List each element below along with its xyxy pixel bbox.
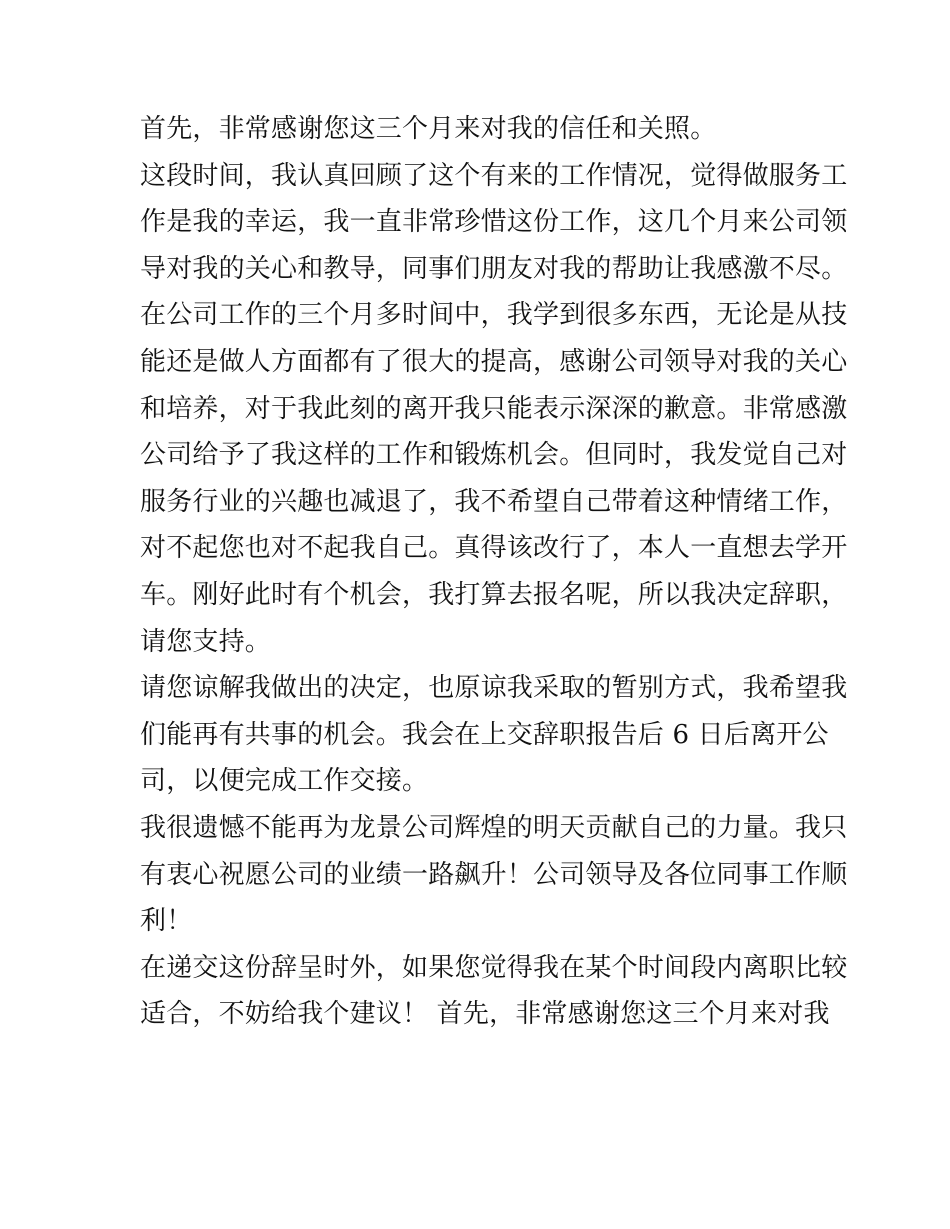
paragraph-5 (140, 805, 848, 945)
text-line: 公司给予了我这样的工作和锻炼机会。但同时，我发觉自己对 (140, 440, 848, 471)
text-line: 我很遗憾不能再为龙景公司辉煌的明天贡献自己的力量。我只 (140, 812, 848, 843)
text-line: 在公司工作的三个月多时间中，我学到很多东西，无论是从技 (140, 300, 848, 331)
text-line: 请您谅解我做出的决定，也原谅我采取的暂别方式，我希望我 (140, 673, 848, 704)
text-line: 利！ (140, 906, 193, 937)
text-line: 在递交这份辞呈时外，如果您觉得我在某个时间段内离职比较 (140, 952, 848, 983)
text-line: 请您支持。 (140, 626, 272, 657)
text-line: 对不起您也对不起我自己。真得该改行了，本人一直想去学开 (140, 533, 848, 564)
text-line: 司，以便完成工作交接。 (140, 766, 429, 797)
paragraph-1 (140, 106, 820, 153)
text-line: 和培养，对于我此刻的离开我只能表示深深的歉意。非常感激 (140, 393, 848, 424)
text-line: 首先，非常感谢您这三个月来对我的信任和关照。 (140, 114, 717, 144)
text-line: 有衷心祝愿公司的业绩一路飙升！公司领导及各位同事工作顺 (140, 859, 848, 890)
paragraph-6 (140, 945, 848, 1038)
text-line: 导对我的关心和教导，同事们朋友对我的帮助让我感激不尽。 (140, 253, 848, 284)
body-text (140, 106, 848, 1038)
text-line: 适合，不妨给我个建议！ 首先，非常感谢您这三个月来对我 (140, 999, 830, 1030)
text-line: 这段时间，我认真回顾了这个有来的工作情况，觉得做服务工 (140, 160, 848, 191)
text-line: 能还是做人方面都有了很大的提高，感谢公司领导对我的关心 (140, 346, 848, 377)
paragraph-3 (140, 292, 848, 665)
text-line: 服务行业的兴趣也减退了，我不希望自己带着这种情绪工作， (140, 486, 848, 517)
text-line: 作是我的幸运，我一直非常珍惜这份工作，这几个月来公司领 (140, 207, 848, 238)
paragraph-2 (140, 153, 848, 293)
text-line: 们能再有共事的机会。我会在上交辞职报告后 6 日后离开公 (140, 719, 829, 750)
text-line: 车。刚好此时有个机会，我打算去报名呢，所以我决定辞职， (140, 579, 848, 610)
paragraph-4 (140, 665, 848, 805)
